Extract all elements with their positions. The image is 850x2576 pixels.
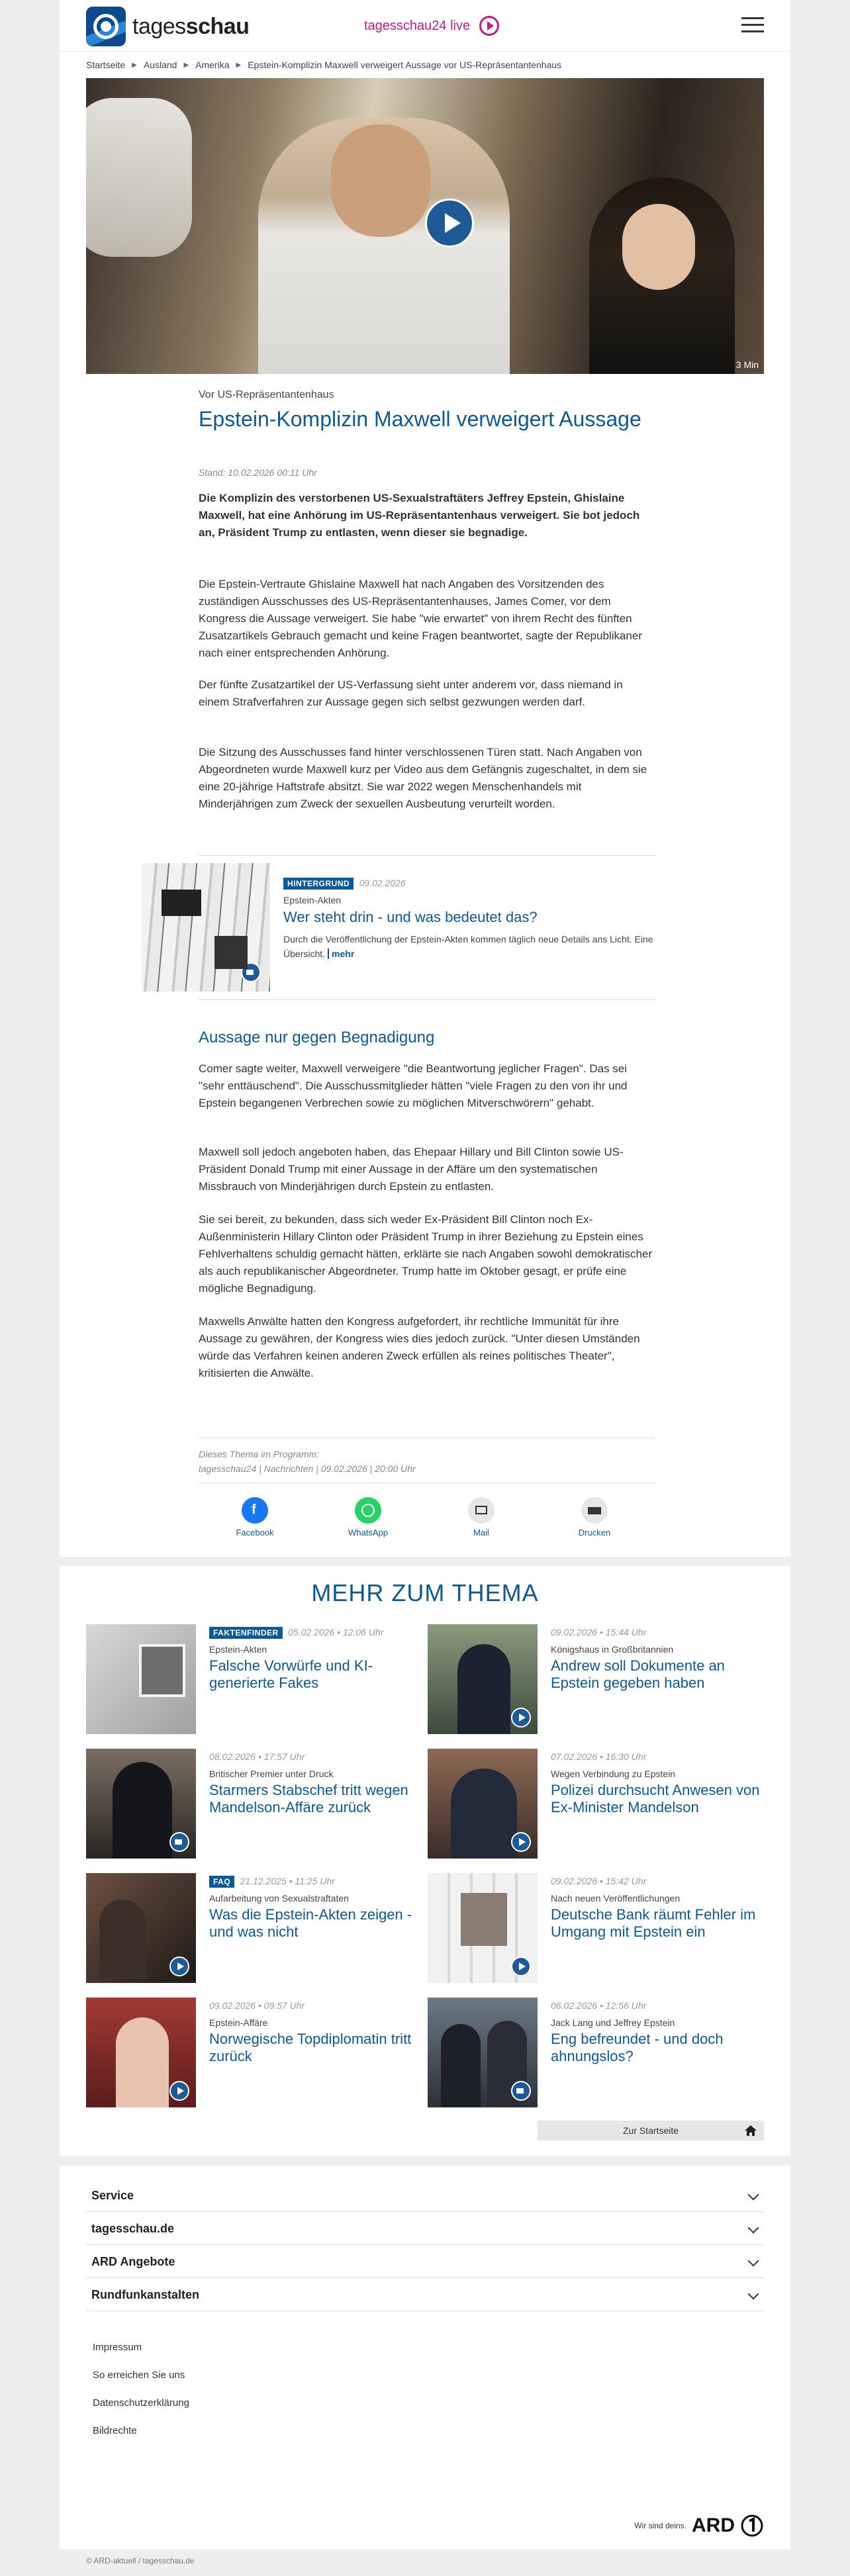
facebook-icon: f	[242, 1497, 268, 1524]
card-thumbnail	[428, 1749, 538, 1859]
card-topline: Epstein-Affäre	[209, 2017, 268, 2028]
site-header	[60, 0, 790, 52]
mail-icon	[468, 1497, 495, 1524]
live-link[interactable]	[364, 16, 499, 36]
card-title[interactable]: Norwegische Topdiplomatin tritt zurück	[209, 2031, 412, 2064]
card-topline: Epstein-Akten	[209, 1644, 267, 1655]
card-topline: Aufarbeitung von Sexualstraftaten	[209, 1893, 349, 1904]
print-icon	[581, 1497, 608, 1524]
footer-link-contact[interactable]: So erreichen Sie uns	[93, 2369, 185, 2381]
tagesschau-logo-icon	[86, 7, 126, 46]
ard-claim: Wir sind deins.	[634, 2521, 686, 2530]
site-footer	[60, 2166, 790, 2550]
breadcrumb-item[interactable]: Startseite	[86, 60, 126, 70]
article-paragraph: Maxwells Anwälte hatten den Kongress aufgefordert, ihr rechtliche Immunität für ihre Aussage zu gewähren, der Kongress wies dies jedoch zurück. "Unter diesen Umständen würde das Verfahren keinen anderen Zweck erfüllen als reines politisches Theater", kritisierten die Anwälte.	[199, 1315, 640, 1379]
footer-section-rundfunkanstalten[interactable]: Rundfunkanstalten	[86, 2278, 764, 2311]
play-icon	[511, 1956, 531, 1976]
ard-logo-text: ARD	[692, 2514, 735, 2536]
article-teaser[interactable]	[142, 863, 655, 993]
related-article-card[interactable]	[86, 1998, 422, 2107]
back-to-home-button[interactable]	[538, 2121, 764, 2140]
card-topline: Wegen Verbindung zu Epstein	[551, 1769, 676, 1779]
chevron-down-icon	[748, 2189, 759, 2201]
hero-image-person	[589, 177, 735, 374]
footer-link-impressum[interactable]: Impressum	[93, 2342, 142, 2353]
card-thumbnail	[428, 1873, 538, 1983]
card-title[interactable]: Was die Epstein-Akten zeigen - und was nicht	[209, 1906, 412, 1940]
card-title[interactable]: Polizei durchsucht Anwesen von Ex-Minister Mandelson	[551, 1782, 760, 1816]
related-article-card[interactable]	[428, 1749, 764, 1859]
back-to-home-label: Zur Startseite	[622, 2125, 679, 2136]
related-article-card[interactable]	[428, 1998, 764, 2107]
related-article-card[interactable]	[86, 1624, 422, 1734]
card-thumbnail	[86, 1873, 196, 1983]
program-info	[199, 1447, 416, 1476]
share-label: Drucken	[578, 1528, 611, 1538]
home-icon	[744, 2125, 757, 2137]
card-meta: 07.02.2026 • 16:30 Uhr	[551, 1751, 647, 1762]
divider	[199, 855, 655, 856]
hero-image-window	[86, 98, 192, 257]
share-label: Mail	[473, 1528, 489, 1538]
footer-link-privacy[interactable]: Datenschutzerklärung	[93, 2397, 189, 2409]
card-title[interactable]: Eng befreundet - und doch ahnungslos?	[551, 2031, 724, 2064]
breadcrumb-separator-icon: ▶	[183, 61, 189, 69]
video-play-icon[interactable]	[425, 199, 474, 248]
play-icon	[169, 1956, 189, 1976]
teaser-title[interactable]: Wer steht drin - und was bedeutet das?	[283, 909, 538, 925]
article-paragraph: Sie sei bereit, zu bekunden, dass sich weder Ex-Präsident Bill Clinton noch Ex-Außenministerin Hillary Clinton oder Präsident Trump in ihrer Beziehung zu Epstein eines Fehlverhaltens schuldig gemacht hätten, erklärte sie nach Angaben sowohl demokratischer als auch republikanischer Abgeordneter. Trump hatte im Oktober gesagt, er prüfe eine mögliche Begnadigung.	[199, 1213, 653, 1295]
chevron-down-icon	[748, 2289, 759, 2300]
card-meta: 09.02.2026 • 09:57 Uhr	[209, 2000, 305, 2011]
audio-icon	[241, 962, 261, 982]
share-print-button[interactable]	[565, 1497, 624, 1538]
card-tag: FAQ	[209, 1876, 234, 1888]
article-paragraph: Die Epstein-Vertraute Ghislaine Maxwell hat nach Angaben des Vorsitzenden des zuständigen Ausschusses des US-Repräsentantenhauses, James Comer, vor dem Kongress die Aussage verweigert. Sie habe "wie erwartet" von ihrem Recht des fünften Zusatzartikels Gebrauch gemacht und keine Fragen beantwortet, sagte der Republikaner nach einer entsprechenden Anhörung.	[199, 578, 642, 659]
teaser-tag: HINTERGRUND	[283, 878, 354, 890]
play-icon	[511, 1832, 531, 1852]
more-section	[60, 1566, 790, 2156]
card-meta: 08.02.2026 • 17:57 Uhr	[209, 1751, 305, 1762]
article-paragraph: Maxwell soll jedoch angeboten haben, das Ehepaar Hillary und Bill Clinton sowie US-Präsident Donald Trump mit einer Aussage in der Affäre um den systematischen Missbrauch von Minderjährigen durch Epstein zu entlasten.	[199, 1146, 624, 1193]
ard-one-icon	[740, 2514, 764, 2538]
play-icon	[169, 2081, 189, 2101]
play-icon	[511, 1708, 531, 1727]
article-subheading: Aussage nur gegen Begnadigung	[199, 1029, 435, 1046]
copyright: © ARD-aktuell / tagesschau.de	[86, 2556, 195, 2565]
hero-image-person	[258, 118, 510, 374]
teaser-description: Durch die Veröffentlichung der Epstein-Akten kommen täglich neue Details ans Licht. Eine Übersicht. mehr	[283, 934, 653, 959]
related-article-card[interactable]	[86, 1749, 422, 1859]
breadcrumb-item[interactable]: Ausland	[143, 60, 177, 70]
share-facebook-button[interactable]	[225, 1497, 285, 1538]
breadcrumb-current: Epstein-Komplizin Maxwell verweigert Aussage vor US-Repräsentantenhaus	[248, 60, 562, 70]
card-topline: Nach neuen Veröffentlichungen	[551, 1893, 681, 1904]
audio-icon	[169, 1832, 189, 1852]
article-headline: Epstein-Komplizin Maxwell verweigert Aussage	[199, 407, 641, 431]
card-thumbnail	[428, 1624, 538, 1734]
card-meta: 21.12.2025 • 11:25 Uhr	[240, 1876, 335, 1886]
related-article-card[interactable]	[428, 1624, 764, 1734]
article-topline: Vor US-Repräsentantenhaus	[199, 389, 334, 400]
related-article-card[interactable]	[428, 1873, 764, 1983]
whatsapp-icon	[355, 1497, 381, 1524]
share-label: WhatsApp	[348, 1528, 388, 1538]
card-thumbnail	[86, 1749, 196, 1859]
teaser-more-link[interactable]: mehr	[328, 948, 354, 959]
breadcrumb-separator-icon: ▶	[236, 61, 242, 69]
tagesschau-logo[interactable]	[86, 7, 249, 46]
chevron-down-icon	[748, 2223, 759, 2234]
teaser-topline: Epstein-Akten	[283, 895, 342, 905]
logo-text: tagesschau	[132, 13, 250, 39]
card-meta: 06.02.2026 • 12:56 Uhr	[551, 2000, 647, 2011]
divider	[199, 999, 655, 1000]
card-title[interactable]: Falsche Vorwürfe und KI-generierte Fakes	[209, 1657, 373, 1691]
card-topline: Jack Lang und Jeffrey Epstein	[551, 2017, 675, 2028]
card-meta: 09.02.2026 • 15:44 Uhr	[551, 1627, 647, 1637]
card-topline: Königshaus in Großbritannien	[551, 1644, 674, 1655]
footer-link-image-rights[interactable]: Bildrechte	[93, 2425, 137, 2436]
card-meta: 05.02.2026 • 12:06 Uhr	[288, 1627, 384, 1637]
section-title: MEHR ZUM THEMA	[311, 1579, 539, 1606]
share-label: Facebook	[236, 1528, 274, 1538]
live-play-icon	[479, 16, 499, 36]
teaser-date: 09.02.2026	[359, 878, 406, 888]
footer-section-ard-angebote[interactable]: ARD Angebote	[86, 2245, 764, 2278]
card-thumbnail	[86, 1998, 196, 2107]
footer-section-service[interactable]: Service	[86, 2179, 764, 2212]
audio-icon	[511, 2081, 531, 2101]
card-meta: 09.02.2026 • 15:42 Uhr	[551, 1876, 647, 1886]
article-paragraph: Der fünfte Zusatzartikel der US-Verfassung sieht unter anderem vor, dass niemand in einem Strafverfahren zur Aussage gegen sich selbst gezwungen werden darf.	[199, 678, 623, 708]
page-top	[60, 0, 790, 1557]
teaser-image[interactable]	[142, 863, 270, 991]
share-whatsapp-button[interactable]	[338, 1497, 398, 1538]
ard-logo[interactable]	[634, 2514, 764, 2538]
footer-section-tagesschau[interactable]: tagesschau.de	[86, 2212, 764, 2245]
program-details: tagesschau24 | Nachrichten | 09.02.2026 | 20:00 Uhr	[199, 1463, 416, 1474]
card-thumbnail	[428, 1998, 538, 2107]
article-paragraph: Comer sagte weiter, Maxwell verweigere "die Beantwortung jeglicher Fragen". Das sei "sehr enttäuschend". Die Ausschussmitglieder hätten "viele Fragen zu den von ihr und Epstein begangenen Verbrechen sowie zu möglichen Mitverschwörern" gehabt.	[199, 1062, 628, 1109]
card-topline: Britischer Premier unter Druck	[209, 1769, 334, 1779]
card-title[interactable]: Andrew soll Dokumente an Epstein gegeben haben	[551, 1657, 725, 1691]
live-label: tagesschau24 live	[364, 18, 471, 33]
related-article-card[interactable]	[86, 1873, 422, 1983]
card-thumbnail	[86, 1624, 196, 1734]
video-duration: 3 Min	[735, 359, 759, 370]
share-mail-button[interactable]	[451, 1497, 511, 1538]
breadcrumb	[86, 60, 561, 70]
chevron-down-icon	[748, 2256, 759, 2267]
breadcrumb-item[interactable]: Amerika	[195, 60, 230, 70]
hamburger-menu-icon[interactable]	[741, 17, 764, 34]
breadcrumb-separator-icon: ▶	[132, 61, 137, 69]
card-title[interactable]: Deutsche Bank räumt Fehler im Umgang mit Epstein ein	[551, 1906, 756, 1940]
program-label: Dieses Thema im Programm:	[199, 1449, 320, 1459]
article-paragraph: Die Sitzung des Ausschusses fand hinter verschlossenen Türen statt. Nach Angaben von Abgeordneten wurde Maxwell kurz per Video aus dem Gefängnis zugeschaltet, in dem sie eine 20-jährige Haftstrafe absitzt. Sie war 2022 wegen Menschenhandels mit Minderjährigen zum Zweck der sexuellen Ausbeutung verurteilt worden.	[199, 746, 647, 810]
hero-video[interactable]	[86, 78, 764, 374]
article-lead: Die Komplizin des verstorbenen US-Sexualstraftäters Jeffrey Epstein, Ghislaine Maxwell, hat eine Anhörung im US-Repräsentantenhaus verweigert. Sie bot jedoch an, Präsident Trump zu entlasten, wenn dieser sie begnadige.	[199, 492, 640, 539]
card-tag: FAKTENFINDER	[209, 1627, 283, 1639]
article-date: Stand: 10.02.2026 00:11 Uhr	[199, 467, 317, 478]
card-title[interactable]: Starmers Stabschef tritt wegen Mandelson-Affäre zurück	[209, 1782, 408, 1816]
